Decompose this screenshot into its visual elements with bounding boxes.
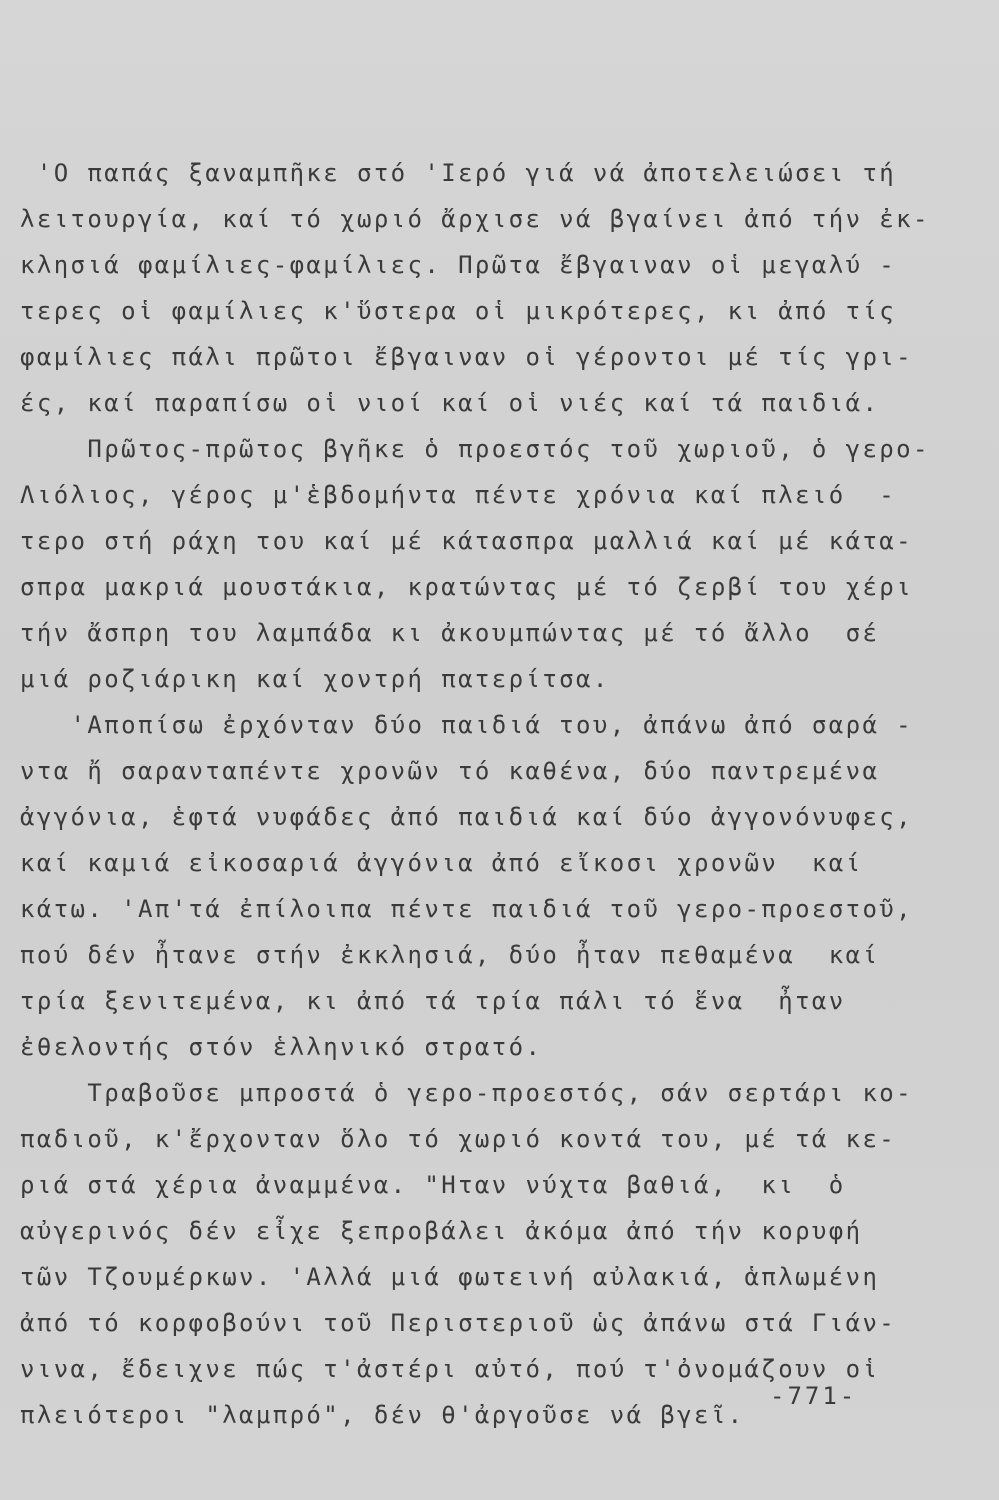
text-line: ριά στά χέρια ἀναμμένα. "Ηταν νύχτα βαθιά, κι ὁ	[20, 1171, 846, 1199]
page-text	[20, 150, 940, 1438]
text-line: ές, καί παραπίσω οἱ νιοί καί οἱ νιές καί τά παιδιά.	[20, 389, 880, 417]
text-line: τήν ἄσπρη του λαμπάδα κι ἀκουμπώντας μέ τό ἄλλο σέ	[20, 619, 880, 647]
page-number: -771-	[770, 1382, 858, 1410]
text-line: πού δέν ἦτανε στήν ἐκκλησιά, δύο ἦταν πεθαμένα καί	[20, 941, 880, 969]
text-line: τερο στή ράχη του καί μέ κάτασπρα μαλλιά καί μέ κάτα-	[20, 527, 914, 555]
text-line: κάτω. 'Απ'τά ἐπίλοιπα πέντε παιδιά τοῦ γερο-προεστοῦ,	[20, 895, 914, 923]
text-line: τερες οἱ φαμίλιες κ'ὕστερα οἱ μικρότερες, κι ἀπό τίς	[20, 297, 897, 325]
text-line: σπρα μακριά μουστάκια, κρατώντας μέ τό ζερβί του χέρι	[20, 573, 914, 601]
text-line: μιά ροζιάρικη καί χοντρή πατερίτσα.	[20, 665, 610, 693]
text-line: 'Ο παπάς ξαναμπῆκε στό 'Ιερό γιά νά ἀποτελειώσει τή	[20, 159, 897, 187]
text-line: τῶν Τζουμέρκων. 'Αλλά μιά φωτεινή αὐλακιά, ἁπλωμένη	[20, 1263, 880, 1291]
text-line: ἀγγόνια, ἑφτά νυφάδες ἀπό παιδιά καί δύο ἀγγονόνυφες,	[20, 803, 914, 831]
text-line: Τραβοῦσε μπροστά ὁ γερο-προεστός, σάν σερτάρι κο-	[20, 1079, 914, 1107]
text-line: 'Αποπίσω ἐρχόνταν δύο παιδιά του, ἀπάνω ἀπό σαρά -	[20, 711, 914, 739]
text-line: νινα, ἔδειχνε πώς τ'ἀστέρι αὐτό, πού τ'ὀνομάζουν οἱ	[20, 1355, 880, 1383]
text-line: αὐγερινός δέν εἶχε ξεπροβάλει ἀκόμα ἀπό τήν κορυφή	[20, 1217, 863, 1245]
text-line: τρία ξενιτεμένα, κι ἀπό τά τρία πάλι τό ἕνα ἦταν	[20, 987, 846, 1015]
text-line: φαμίλιες πάλι πρῶτοι ἔβγαιναν οἱ γέροντοι μέ τίς γρι-	[20, 343, 914, 371]
text-line: λειτουργία, καί τό χωριό ἄρχισε νά βγαίνει ἀπό τήν ἐκ-	[20, 205, 930, 233]
text-line: ντα ἤ σαρανταπέντε χρονῶν τό καθένα, δύο παντρεμένα	[20, 757, 880, 785]
text-line: πλειότεροι "λαμπρό", δέν θ'ἀργοῦσε νά βγεῖ.	[20, 1401, 745, 1429]
text-line: ἀπό τό κορφοβούνι τοῦ Περιστεριοῦ ὡς ἀπάνω στά Γιάν-	[20, 1309, 897, 1337]
text-line: Λιόλιος, γέρος μ'ἑβδομήντα πέντε χρόνια καί πλειό -	[20, 481, 897, 509]
text-line: κλησιά φαμίλιες-φαμίλιες. Πρῶτα ἔβγαιναν οἱ μεγαλύ -	[20, 251, 897, 279]
text-line: ἐθελοντής στόν ἑλληνικό στρατό.	[20, 1033, 543, 1061]
text-line: παδιοῦ, κ'ἔρχονταν ὅλο τό χωριό κοντά του, μέ τά κε-	[20, 1125, 897, 1153]
text-line: καί καμιά εἰκοσαριά ἀγγόνια ἀπό εἴκοσι χρονῶν καί	[20, 849, 863, 877]
text-line: Πρῶτος-πρῶτος βγῆκε ὁ προεστός τοῦ χωριοῦ, ὁ γερο-	[20, 435, 930, 463]
